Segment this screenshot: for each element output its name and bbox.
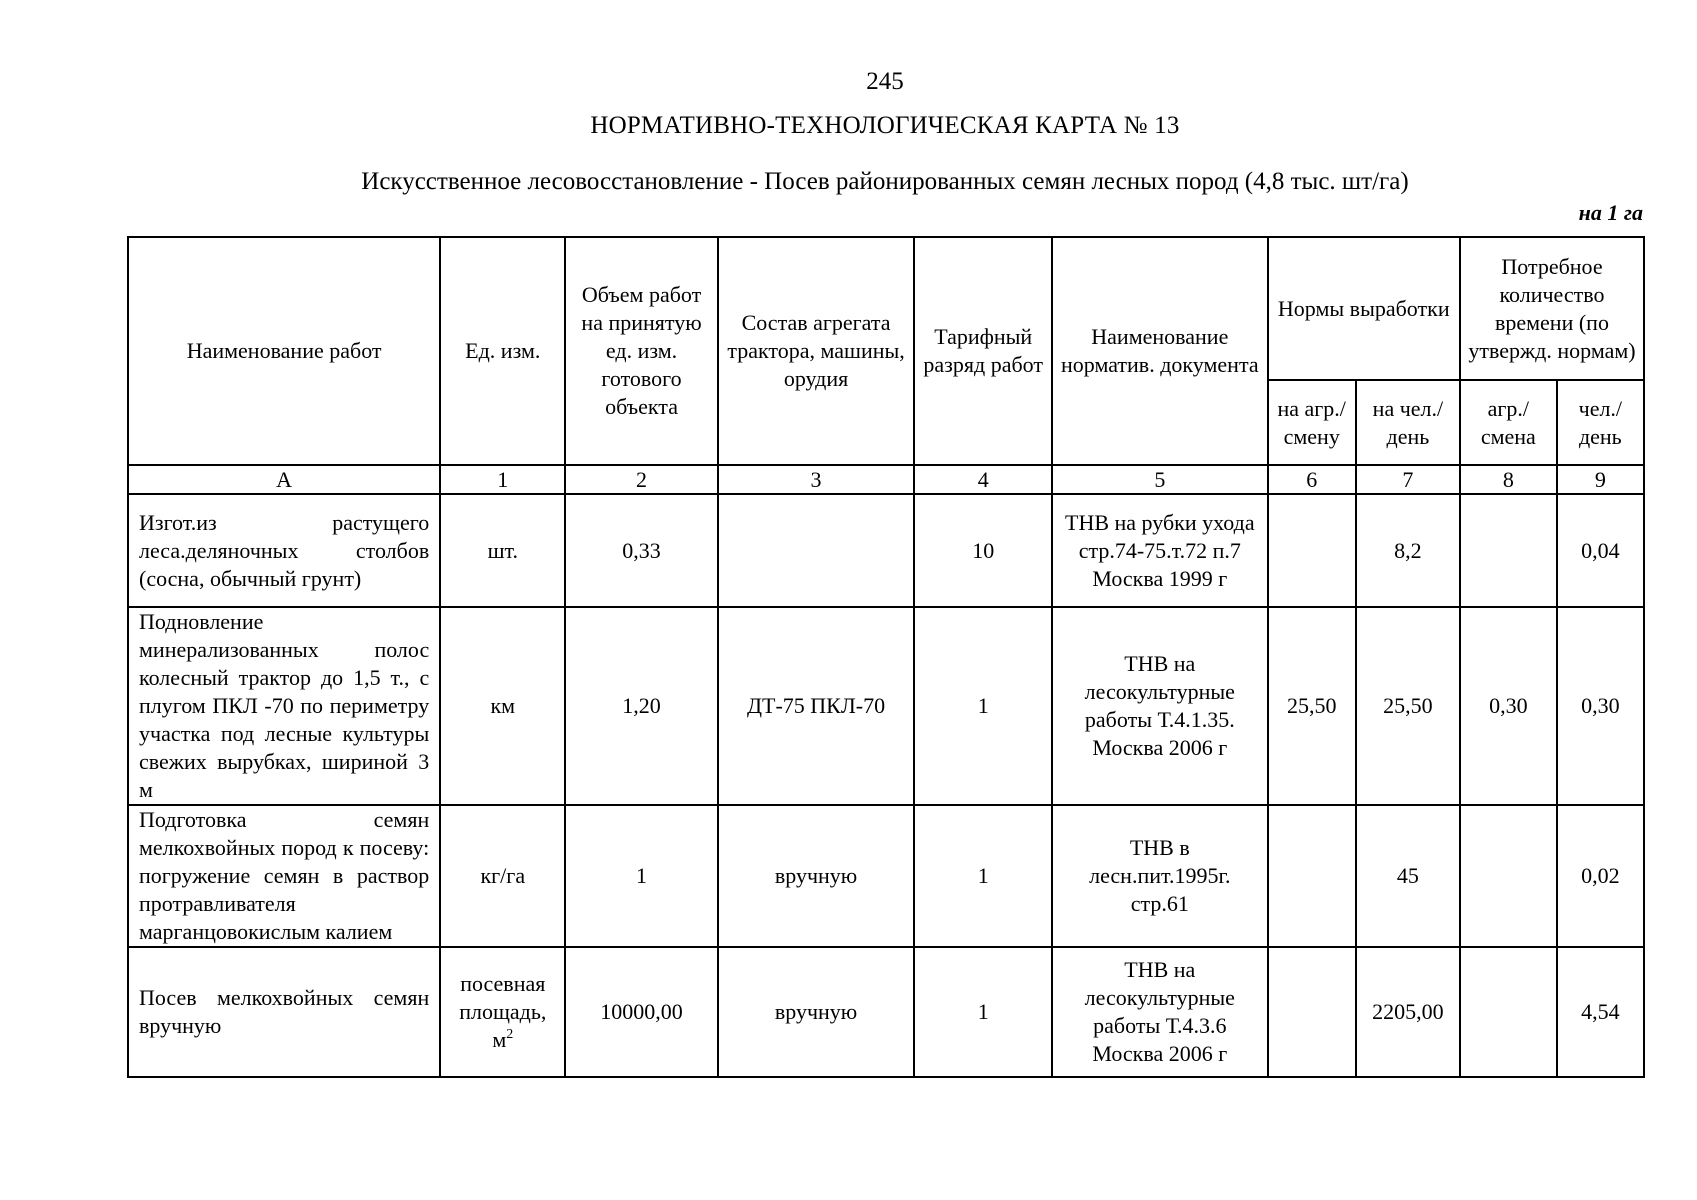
unit-note: на 1 га bbox=[1578, 200, 1643, 225]
work-name-cell: Посев мелкохвойных семян вручную bbox=[128, 947, 440, 1077]
volume-cell: 1 bbox=[565, 805, 717, 947]
time-agr-cell bbox=[1460, 805, 1557, 947]
document-cell: ТНВ на рубки ухода стр.74-75.т.72 п.7 Москва 1999 г bbox=[1052, 494, 1268, 607]
unit-text: шт. bbox=[487, 537, 518, 563]
time-person-cell: 0,30 bbox=[1557, 607, 1644, 805]
column-number: 9 bbox=[1557, 465, 1644, 494]
grade-cell: 1 bbox=[914, 947, 1052, 1077]
norm-agr-cell bbox=[1268, 494, 1356, 607]
work-name-cell: Подновление минерализованных полос колесный трактор до 1,5 т., с плугом ПКЛ -70 по периметру участка под лесные культуры свежих вырубках, шириной 3 м bbox=[128, 607, 440, 805]
unit-cell bbox=[440, 494, 565, 607]
header-grade: Тарифный разряд работ bbox=[914, 237, 1052, 465]
time-agr-cell bbox=[1460, 494, 1557, 607]
header-time-group: Потребное количество времени (по утвержд. нормам) bbox=[1460, 237, 1644, 380]
table-row bbox=[128, 607, 1644, 805]
document-cell: ТНВ на лесокультурные работы Т.4.1.35. Москва 2006 г bbox=[1052, 607, 1268, 805]
column-number: 4 bbox=[914, 465, 1052, 494]
header-unit: Ед. изм. bbox=[440, 237, 565, 465]
volume-cell: 0,33 bbox=[565, 494, 717, 607]
column-number: 2 bbox=[565, 465, 717, 494]
column-number: 1 bbox=[440, 465, 565, 494]
work-name-cell: Изгот.из растущего леса.деляночных столбов (сосна, обычный грунт) bbox=[128, 494, 440, 607]
unit-cell bbox=[440, 805, 565, 947]
time-agr-cell: 0,30 bbox=[1460, 607, 1557, 805]
grade-cell: 10 bbox=[914, 494, 1052, 607]
aggregate-cell: вручную bbox=[718, 805, 915, 947]
volume-cell: 1,20 bbox=[565, 607, 717, 805]
header-row bbox=[128, 237, 1644, 380]
time-person-cell: 4,54 bbox=[1557, 947, 1644, 1077]
column-number: 8 bbox=[1460, 465, 1557, 494]
unit-text: кг/га bbox=[480, 863, 526, 888]
unit-text: км bbox=[490, 693, 516, 718]
header-time-person: чел./ день bbox=[1557, 380, 1644, 465]
norm-agr-cell: 25,50 bbox=[1268, 607, 1356, 805]
column-number: 6 bbox=[1268, 465, 1356, 494]
table-row bbox=[128, 805, 1644, 947]
norm-person-cell: 25,50 bbox=[1356, 607, 1460, 805]
aggregate-cell: ДТ-75 ПКЛ-70 bbox=[718, 607, 915, 805]
column-number: А bbox=[128, 465, 440, 494]
unit-cell bbox=[440, 947, 565, 1077]
norm-agr-cell bbox=[1268, 947, 1356, 1077]
header-norms-agr: на агр./ смену bbox=[1268, 380, 1356, 465]
header-document: Наименование норматив. документа bbox=[1052, 237, 1268, 465]
table-row bbox=[128, 494, 1644, 607]
document-subtitle: Искусственное лесовосстановление - Посев районированных семян лесных пород (4,8 тыс. шт/га) bbox=[361, 168, 1409, 195]
document-cell: ТНВ на лесокультурные работы Т.4.3.6 Москва 2006 г bbox=[1052, 947, 1268, 1077]
unit-superscript: 2 bbox=[506, 1027, 514, 1042]
norm-person-cell: 8,2 bbox=[1356, 494, 1460, 607]
column-number: 3 bbox=[718, 465, 915, 494]
aggregate-cell: вручную bbox=[718, 947, 915, 1077]
norm-person-cell: 45 bbox=[1356, 805, 1460, 947]
time-person-cell: 0,04 bbox=[1557, 494, 1644, 607]
aggregate-cell bbox=[718, 494, 915, 607]
document-title: НОРМАТИВНО-ТЕХНОЛОГИЧЕСКАЯ КАРТА № 13 bbox=[590, 112, 1180, 139]
column-number: 7 bbox=[1356, 465, 1460, 494]
time-agr-cell bbox=[1460, 947, 1557, 1077]
unit-cell bbox=[440, 607, 565, 805]
header-work-name: Наименование работ bbox=[128, 237, 440, 465]
header-aggregate: Состав агрегата трактора, машины, орудия bbox=[718, 237, 915, 465]
table-row bbox=[128, 947, 1644, 1077]
norms-table bbox=[127, 236, 1645, 1078]
grade-cell: 1 bbox=[914, 607, 1052, 805]
time-person-cell: 0,02 bbox=[1557, 805, 1644, 947]
header-volume: Объем работ на принятую ед. изм. готового объекта bbox=[565, 237, 717, 465]
column-number-row bbox=[128, 465, 1644, 494]
norm-agr-cell bbox=[1268, 805, 1356, 947]
document-cell: ТНВ в лесн.пит.1995г. стр.61 bbox=[1052, 805, 1268, 947]
grade-cell: 1 bbox=[914, 805, 1052, 947]
header-norms-person: на чел./ день bbox=[1356, 380, 1460, 465]
volume-cell: 10000,00 bbox=[565, 947, 717, 1077]
column-number: 5 bbox=[1052, 465, 1268, 494]
work-name-cell: Подготовка семян мелкохвойных пород к посеву: погружение семян в раствор протравливателя марганцовокислым калием bbox=[128, 805, 440, 947]
header-norms-group: Нормы выработки bbox=[1268, 237, 1460, 380]
header-time-agr: агр./ смена bbox=[1460, 380, 1557, 465]
page-number: 245 bbox=[866, 68, 904, 95]
unit-text: посевная площадь, м bbox=[459, 971, 547, 1052]
norm-person-cell: 2205,00 bbox=[1356, 947, 1460, 1077]
